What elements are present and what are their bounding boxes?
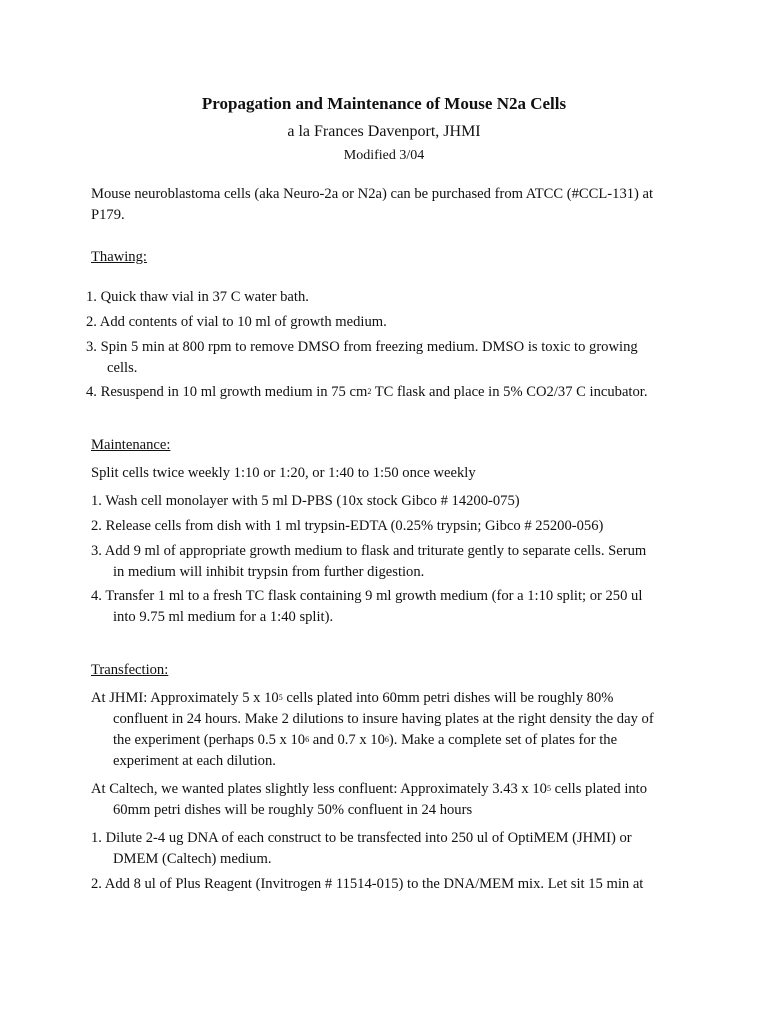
modified-date: Modified 3/04 <box>343 148 425 163</box>
transfection-step-2: 2. Add 8 ul of Plus Reagent (Invitrogen # 11514-015) to the DNA/MEM mix. Let sit 15 min at <box>91 876 644 892</box>
transfection-heading: Transfection: <box>91 662 169 678</box>
jhmi-text-c: the experiment (perhaps 0.5 x 10 <box>113 732 306 748</box>
thawing-step-3: 3. Spin 5 min at 800 rpm to remove DMSO from freezing medium. DMSO is toxic to growing <box>86 339 638 355</box>
thawing-step-4-text: 4. Resuspend in 10 ml growth medium in 75 cm <box>86 384 368 400</box>
jhmi-line-3 <box>113 730 617 751</box>
jhmi-line-4: experiment at each dilution. <box>113 753 276 769</box>
superscript: 2 <box>367 387 372 396</box>
maintenance-step-4: 4. Transfer 1 ml to a fresh TC flask containing 9 ml growth medium (for a 1:10 split; or 250 ul <box>91 588 643 604</box>
jhmi-text-e: ). Make a complete set of plates for the <box>388 732 618 748</box>
jhmi-text-b: cells plated into 60mm petri dishes will be roughly 80% <box>282 690 614 706</box>
document-subtitle: a la Frances Davenport, JHMI <box>287 123 481 140</box>
superscript: 6 <box>305 735 310 744</box>
transfection-step-1: 1. Dilute 2-4 ug DNA of each construct to be transfected into 250 ul of OptiMEM (JHMI) or <box>91 830 632 846</box>
maintenance-step-4-cont: into 9.75 ml medium for a 1:40 split). <box>113 609 334 625</box>
jhmi-text-a: At JHMI: Approximately 5 x 10 <box>91 690 279 706</box>
maintenance-summary: Split cells twice weekly 1:10 or 1:20, or 1:40 to 1:50 once weekly <box>91 465 476 481</box>
intro-line-1: Mouse neuroblastoma cells (aka Neuro-2a or N2a) can be purchased from ATCC (#CCL-131) at <box>91 186 654 202</box>
caltech-line-2: 60mm petri dishes will be roughly 50% confluent in 24 hours <box>113 802 473 818</box>
superscript: 5 <box>278 693 283 702</box>
jhmi-line-2: confluent in 24 hours. Make 2 dilutions to insure having plates at the right density the day of <box>113 711 654 727</box>
thawing-step-1: 1. Quick thaw vial in 37 C water bath. <box>86 289 309 305</box>
caltech-text-a: At Caltech, we wanted plates slightly less confluent: Approximately 3.43 x 10 <box>91 781 547 797</box>
maintenance-step-2: 2. Release cells from dish with 1 ml trypsin-EDTA (0.25% trypsin; Gibco # 25200-056) <box>91 518 604 534</box>
caltech-text-b: cells plated into <box>550 781 648 797</box>
jhmi-text-d: and 0.7 x 10 <box>309 732 385 748</box>
intro-line-2: P179. <box>91 207 125 223</box>
maintenance-step-3: 3. Add 9 ml of appropriate growth medium to flask and triturate gently to separate cells. Serum <box>91 543 647 559</box>
superscript: 5 <box>546 784 551 793</box>
maintenance-step-1: 1. Wash cell monolayer with 5 ml D-PBS (10x stock Gibco # 14200-075) <box>91 493 520 509</box>
thawing-step-3-cont: cells. <box>107 360 138 376</box>
jhmi-line-1 <box>91 688 613 709</box>
thawing-heading: Thawing: <box>91 249 147 265</box>
superscript: 6 <box>384 735 389 744</box>
maintenance-heading: Maintenance: <box>91 437 171 453</box>
transfection-step-1-cont: DMEM (Caltech) medium. <box>113 851 272 867</box>
thawing-step-4-text-end: TC flask and place in 5% CO2/37 C incubator. <box>371 384 648 400</box>
document-title: Propagation and Maintenance of Mouse N2a Cells <box>201 94 567 113</box>
caltech-line-1 <box>91 779 647 800</box>
maintenance-step-3-cont: in medium will inhibit trypsin from further digestion. <box>113 564 425 580</box>
thawing-step-2: 2. Add contents of vial to 10 ml of growth medium. <box>86 314 387 330</box>
thawing-step-4 <box>86 382 647 403</box>
